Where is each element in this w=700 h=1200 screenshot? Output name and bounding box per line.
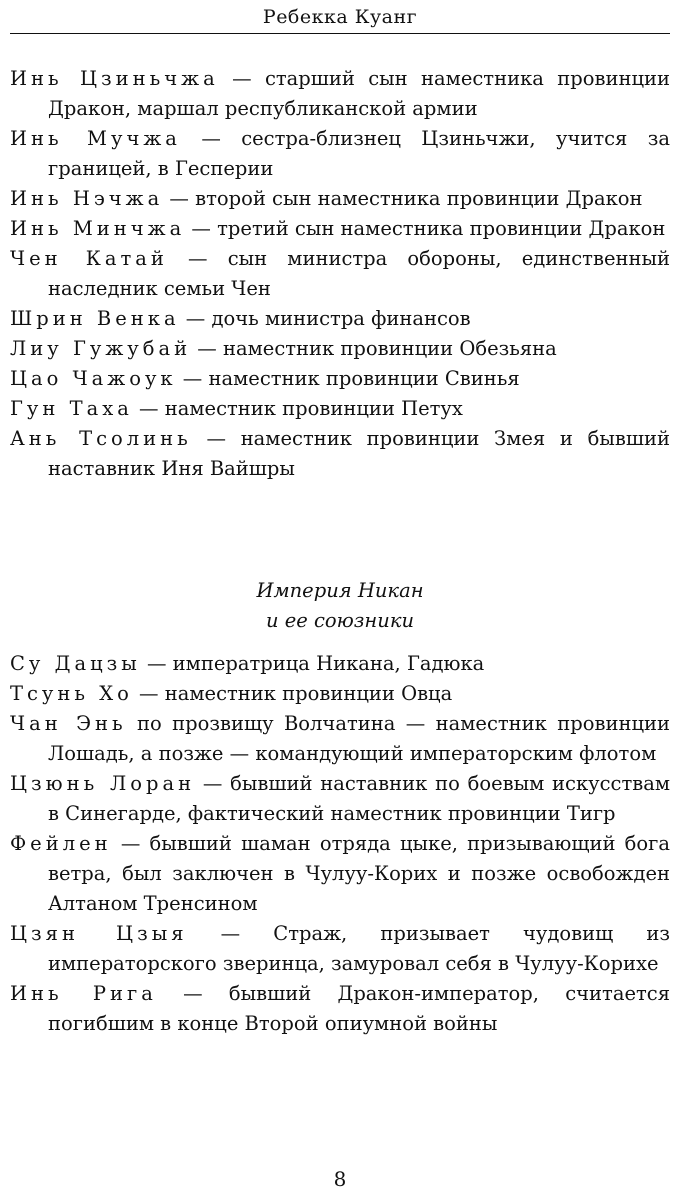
character-description: — сестра-близнец Цзиньчжи, учится за границей, в Гесперии: [48, 127, 671, 180]
character-name: Цзюнь Лоран: [10, 772, 196, 795]
character-entry: [10, 829, 670, 919]
character-description: по прозвищу Волчатина — наместник провинции Лошадь, а позже — командующий императорским флотом: [48, 712, 670, 765]
character-name: Инь Рига: [10, 982, 157, 1005]
character-description: — наместник провинции Обезьяна: [191, 337, 557, 360]
character-name: Гун Таха: [10, 397, 133, 420]
character-entry: [10, 304, 670, 334]
character-entry: [10, 364, 670, 394]
character-entry: [10, 919, 670, 979]
character-description: — императрица Никана, Гадюка: [140, 652, 485, 675]
book-page: [10, 0, 670, 1200]
character-name: Тсунь Хо: [10, 682, 133, 705]
page-number: 8: [333, 1167, 347, 1191]
character-entry: [10, 709, 670, 769]
character-name: Инь Цзиньчжа: [10, 67, 219, 90]
empire-character-list: [10, 649, 670, 1039]
character-description: — наместник провинции Змея и бывший наставник Иня Вайшры: [48, 427, 670, 480]
character-entry: [10, 334, 670, 364]
character-description: — сын министра обороны, единственный наследник семьи Чен: [48, 247, 670, 300]
section-title-line-1: Империя Никан: [256, 579, 424, 602]
character-name: Фейлен: [10, 832, 112, 855]
character-entry: [10, 124, 670, 184]
section-title-line-2: и ее союзники: [265, 609, 415, 632]
character-name: Чен Катай: [10, 247, 168, 270]
character-description: — бывший шаман отряда цыке, призывающий бога ветра, был заключен в Чулуу-Корих и позже освобожден Алтаном Тренсином: [48, 832, 670, 915]
character-entry: [10, 64, 670, 124]
character-name: Шрин Венка: [10, 307, 180, 330]
character-name: Цзян Цзыя: [10, 922, 188, 945]
character-description: — второй сын наместника провинции Дракон: [163, 187, 643, 210]
character-entry: [10, 424, 670, 484]
character-description: — бывший Дракон-император, считается погибшим в конце Второй опиумной войны: [48, 982, 670, 1035]
character-description: — Страж, призывает чудовищ из императорского зверинца, замуровал себя в Чулуу-Корихе: [48, 922, 670, 975]
character-name: Цао Чажоук: [10, 367, 177, 390]
character-name: Инь Минчжа: [10, 217, 186, 240]
character-entry: [10, 214, 670, 244]
character-description: — старший сын наместника провинции Дракон, маршал республиканской армии: [48, 67, 670, 120]
character-description: — наместник провинции Свинья: [176, 367, 520, 390]
running-head-author: Ребекка Куанг: [262, 6, 418, 28]
character-entry: [10, 679, 670, 709]
republic-character-list: [10, 64, 670, 484]
character-name: Чан Энь: [10, 712, 127, 735]
character-entry: [10, 979, 670, 1039]
character-description: — наместник провинции Овца: [132, 682, 453, 705]
character-entry: [10, 394, 670, 424]
character-description: — бывший наставник по боевым искусствам в Синегарде, фактический наместник провинции Тигр: [48, 772, 671, 825]
character-entry: [10, 184, 670, 214]
character-description: — дочь министра финансов: [179, 307, 471, 330]
character-name: Инь Нэчжа: [10, 187, 164, 210]
character-name: Ань Тсолинь: [10, 427, 192, 450]
character-name: Лиу Гужубай: [10, 337, 192, 360]
character-name: Инь Мучжа: [10, 127, 181, 150]
character-description: — третий сын наместника провинции Дракон: [185, 217, 666, 240]
character-entry: [10, 649, 670, 679]
header-rule: [10, 33, 670, 34]
character-name: Су Дацзы: [10, 652, 141, 675]
character-description: — наместник провинции Петух: [132, 397, 463, 420]
section-heading: [10, 576, 670, 636]
character-entry: [10, 769, 670, 829]
character-entry: [10, 244, 670, 304]
